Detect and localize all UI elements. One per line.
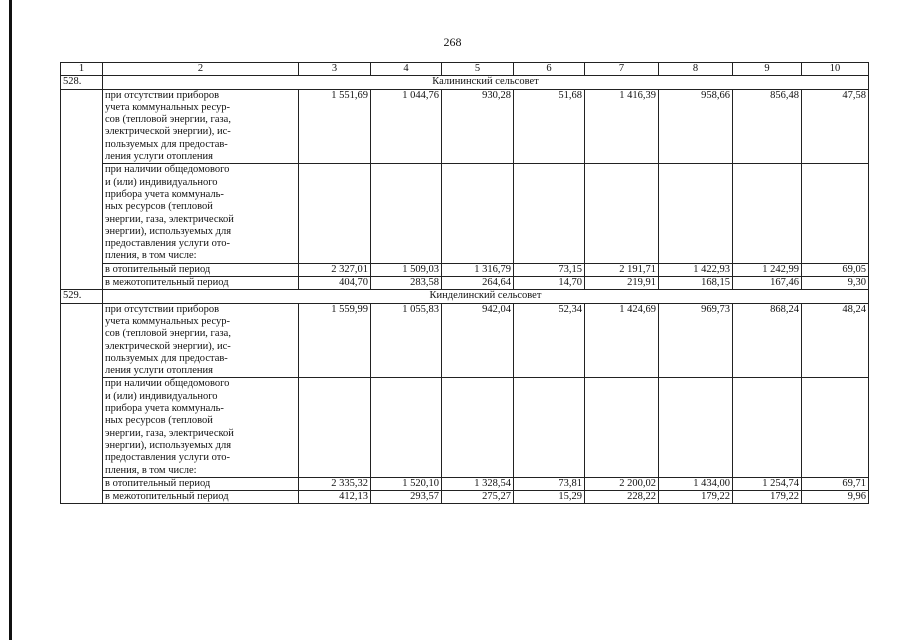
- value-cell-col6: 73,81: [514, 477, 585, 490]
- value-cell-col5: [442, 378, 514, 477]
- description-line: при отсутствии приборов: [105, 303, 220, 315]
- value-cell-col10: 9,96: [802, 491, 869, 504]
- value-cell-col3: [299, 164, 371, 263]
- value-cell-col9: 179,22: [733, 491, 802, 504]
- value-cell-col4: 283,58: [371, 277, 442, 290]
- value-cell-col4: 1 044,76: [371, 89, 442, 164]
- description-line: ных ресурсов (тепловой: [105, 201, 213, 213]
- value-cell-col3: 1 559,99: [299, 303, 371, 378]
- value-cell-col3: 2 327,01: [299, 263, 371, 276]
- value-cell-col3: 404,70: [299, 277, 371, 290]
- value-cell-col8: 1 422,93: [659, 263, 733, 276]
- value-cell-col3: 412,13: [299, 491, 371, 504]
- value-cell-col8: 969,73: [659, 303, 733, 378]
- value-cell-col10: [802, 164, 869, 263]
- section-title: Кинделинский сельсовет: [103, 290, 869, 303]
- description-line: предоставления услуги ото-: [105, 238, 230, 250]
- value-cell-col3: 1 551,69: [299, 89, 371, 164]
- value-cell-col5: [442, 164, 514, 263]
- value-cell-col4: 293,57: [371, 491, 442, 504]
- description-line: прибора учета коммуналь-: [105, 188, 224, 200]
- row-description: [103, 89, 299, 164]
- table-row: [61, 303, 869, 378]
- header-row: [61, 63, 869, 76]
- scan-edge-bar: [9, 0, 12, 640]
- value-cell-col5: 930,28: [442, 89, 514, 164]
- value-cell-col9: 1 242,99: [733, 263, 802, 276]
- value-cell-col10: 9,30: [802, 277, 869, 290]
- value-cell-col10: 48,24: [802, 303, 869, 378]
- row-description: [103, 477, 299, 490]
- header-cell: 2: [103, 63, 299, 76]
- table-row: [61, 477, 869, 490]
- value-cell-col10: [802, 378, 869, 477]
- value-cell-col10: 69,71: [802, 477, 869, 490]
- value-cell-col10: 47,58: [802, 89, 869, 164]
- description-line: пления, в том числе:: [105, 464, 197, 476]
- value-cell-col4: 1 055,83: [371, 303, 442, 378]
- value-cell-col6: 15,29: [514, 491, 585, 504]
- value-cell-col7: 1 416,39: [585, 89, 659, 164]
- description-line: в межотопительный период: [105, 491, 229, 503]
- description-line: и (или) индивидуального: [105, 176, 218, 188]
- description-line: при отсутствии приборов: [105, 89, 220, 101]
- value-cell-col8: 958,66: [659, 89, 733, 164]
- header-cell: 5: [442, 63, 514, 76]
- value-cell-col8: 1 434,00: [659, 477, 733, 490]
- value-cell-col5: 1 328,54: [442, 477, 514, 490]
- page-number: 268: [443, 35, 462, 49]
- value-cell-col9: 868,24: [733, 303, 802, 378]
- header-cell: 8: [659, 63, 733, 76]
- section-title: Калининский сельсовет: [103, 76, 869, 89]
- value-cell-col10: 69,05: [802, 263, 869, 276]
- value-cell-col7: 228,22: [585, 491, 659, 504]
- description-line: при наличии общедомового: [105, 378, 230, 390]
- header-cell: 1: [61, 63, 103, 76]
- description-line: электрической энергии), ис-: [105, 340, 231, 352]
- row-description: [103, 378, 299, 477]
- value-cell-col6: 51,68: [514, 89, 585, 164]
- description-line: при наличии общедомового: [105, 164, 230, 176]
- description-line: энергии, газа, электрической: [105, 427, 234, 439]
- header-cell: 7: [585, 63, 659, 76]
- table-row: [61, 263, 869, 276]
- table-row: [61, 277, 869, 290]
- value-cell-col7: 2 191,71: [585, 263, 659, 276]
- description-line: учета коммунальных ресур-: [105, 101, 230, 113]
- header-cell: 3: [299, 63, 371, 76]
- description-line: в межотопительный период: [105, 277, 229, 289]
- value-cell-col9: [733, 164, 802, 263]
- description-line: прибора учета коммуналь-: [105, 403, 224, 415]
- description-line: энергии, газа, электрической: [105, 213, 234, 225]
- description-line: пользуемых для предостав-: [105, 138, 228, 150]
- row-description: [103, 303, 299, 378]
- tariff-table: [60, 62, 869, 504]
- value-cell-col6: 52,34: [514, 303, 585, 378]
- value-cell-col6: [514, 378, 585, 477]
- section-title-row: [61, 290, 869, 303]
- description-line: ления услуги отопления: [105, 365, 213, 377]
- row-description: [103, 164, 299, 263]
- description-line: энергии), используемых для: [105, 225, 232, 237]
- value-cell-col8: [659, 164, 733, 263]
- section-index-spacer: [61, 89, 103, 290]
- value-cell-col9: [733, 378, 802, 477]
- table-row: [61, 89, 869, 164]
- value-cell-col8: 168,15: [659, 277, 733, 290]
- value-cell-col5: 942,04: [442, 303, 514, 378]
- description-line: пользуемых для предостав-: [105, 352, 228, 364]
- section-code: 529.: [61, 290, 103, 303]
- description-line: энергии), используемых для: [105, 439, 232, 451]
- description-line: в отопительный период: [105, 263, 211, 275]
- description-line: и (или) индивидуального: [105, 390, 218, 402]
- value-cell-col7: [585, 164, 659, 263]
- value-cell-col5: 275,27: [442, 491, 514, 504]
- value-cell-col9: 856,48: [733, 89, 802, 164]
- header-cell: 9: [733, 63, 802, 76]
- value-cell-col3: 2 335,32: [299, 477, 371, 490]
- description-line: сов (тепловой энергии, газа,: [105, 114, 231, 126]
- description-line: сов (тепловой энергии, газа,: [105, 328, 231, 340]
- description-line: пления, в том числе:: [105, 250, 197, 262]
- value-cell-col7: 1 424,69: [585, 303, 659, 378]
- description-line: ления услуги отопления: [105, 151, 213, 163]
- header-cell: 10: [802, 63, 869, 76]
- table-row: [61, 378, 869, 477]
- value-cell-col4: 1 509,03: [371, 263, 442, 276]
- value-cell-col8: [659, 378, 733, 477]
- value-cell-col7: 2 200,02: [585, 477, 659, 490]
- value-cell-col4: [371, 164, 442, 263]
- description-line: ных ресурсов (тепловой: [105, 415, 213, 427]
- section-index-spacer: [61, 303, 103, 504]
- value-cell-col6: 73,15: [514, 263, 585, 276]
- value-cell-col3: [299, 378, 371, 477]
- value-cell-col5: 264,64: [442, 277, 514, 290]
- value-cell-col7: [585, 378, 659, 477]
- row-description: [103, 263, 299, 276]
- value-cell-col7: 219,91: [585, 277, 659, 290]
- section-title-row: [61, 76, 869, 89]
- value-cell-col5: 1 316,79: [442, 263, 514, 276]
- value-cell-col9: 167,46: [733, 277, 802, 290]
- value-cell-col6: [514, 164, 585, 263]
- description-line: электрической энергии), ис-: [105, 126, 231, 138]
- value-cell-col4: [371, 378, 442, 477]
- description-line: учета коммунальных ресур-: [105, 315, 230, 327]
- description-line: предоставления услуги ото-: [105, 452, 230, 464]
- header-cell: 4: [371, 63, 442, 76]
- table-row: [61, 491, 869, 504]
- row-description: [103, 277, 299, 290]
- value-cell-col8: 179,22: [659, 491, 733, 504]
- table-row: [61, 164, 869, 263]
- header-cell: 6: [514, 63, 585, 76]
- description-line: в отопительный период: [105, 477, 211, 489]
- row-description: [103, 491, 299, 504]
- value-cell-col9: 1 254,74: [733, 477, 802, 490]
- value-cell-col6: 14,70: [514, 277, 585, 290]
- value-cell-col4: 1 520,10: [371, 477, 442, 490]
- section-code: 528.: [61, 76, 103, 89]
